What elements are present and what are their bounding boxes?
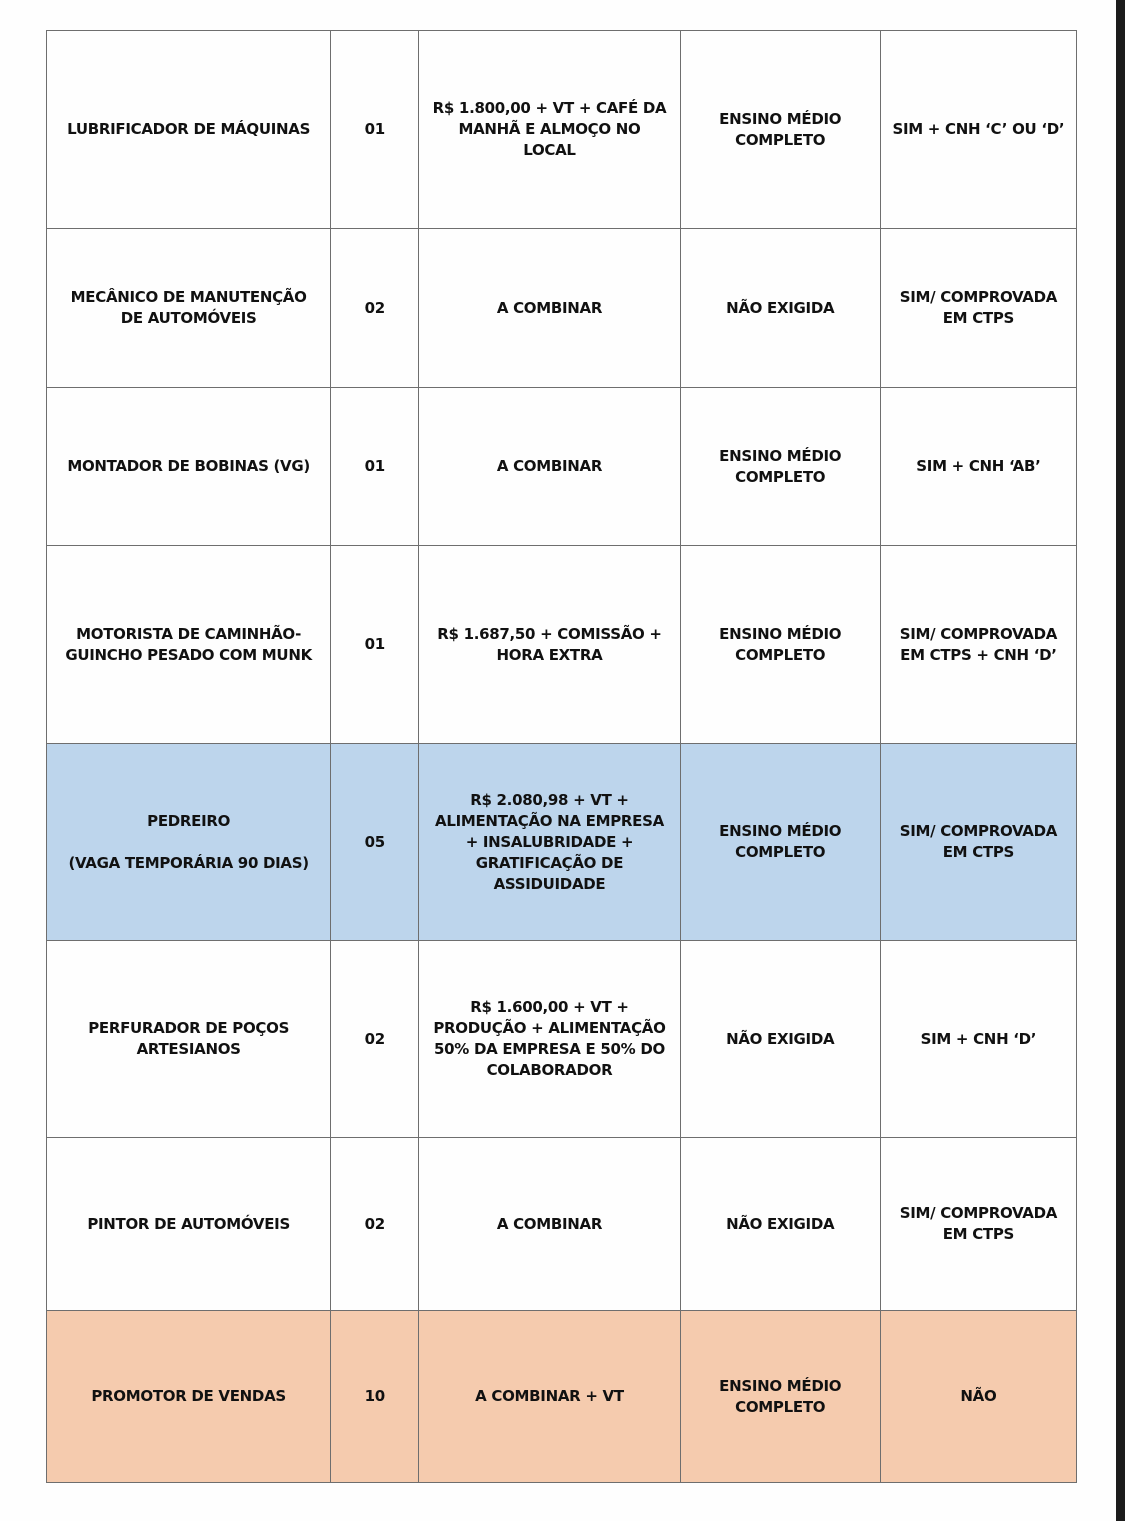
job-title-cell <box>47 229 331 388</box>
vacancies-cell <box>331 1138 419 1311</box>
cell-text-line: R$ 2.080,98 + VT + <box>470 790 629 809</box>
vacancies-cell <box>331 31 419 229</box>
vacancies-cell <box>331 744 419 941</box>
experience-cell <box>880 388 1076 546</box>
cell-text-line: 50% DA EMPRESA E 50% DO <box>434 1040 665 1058</box>
experience-cell <box>880 546 1076 744</box>
cell-text-line: DE AUTOMÓVEIS <box>120 309 257 327</box>
cell-text-line: ARTESIANOS <box>136 1040 241 1058</box>
education-cell <box>680 1138 880 1311</box>
table-row <box>47 1311 1077 1483</box>
cell-text-line: NÃO EXIGIDA <box>726 1214 835 1233</box>
cell-text-line: ENSINO MÉDIO <box>719 446 842 465</box>
cell-text-line: PINTOR DE AUTOMÓVEIS <box>87 1214 290 1233</box>
table-row <box>47 941 1077 1138</box>
viewer-dark-edge <box>1116 0 1125 1521</box>
salary-benefits-cell <box>419 229 680 388</box>
cell-text-line: SIM + CNH ‘D’ <box>920 1029 1037 1048</box>
cell-text-line: MONTADOR DE BOBINAS (VG) <box>67 457 310 475</box>
education-cell <box>680 388 880 546</box>
experience-cell <box>880 229 1076 388</box>
salary-benefits-cell <box>419 31 680 229</box>
cell-text-line: A COMBINAR + VT <box>475 1387 624 1405</box>
cell-text-line: COMPLETO <box>735 467 826 486</box>
cell-text-line: A COMBINAR <box>496 457 603 475</box>
cell-text-line: PERFURADOR DE POÇOS <box>88 1019 290 1037</box>
cell-text-line: A COMBINAR <box>496 298 603 317</box>
salary-benefits-cell <box>419 388 680 546</box>
line-gap <box>57 832 320 853</box>
cell-text-line: A COMBINAR <box>496 1214 603 1233</box>
salary-benefits-cell <box>419 1311 680 1483</box>
cell-text-line: NÃO <box>960 1387 997 1405</box>
cell-text-line: LUBRIFICADOR DE MÁQUINAS <box>67 120 311 138</box>
education-cell <box>680 229 880 388</box>
job-vacancies-table <box>46 30 1077 1483</box>
cell-text-line: R$ 1.687,50 + COMISSÃO + <box>437 624 662 643</box>
cell-text-line: R$ 1.800,00 + VT + CAFÉ DA <box>432 99 667 117</box>
job-title-cell <box>47 941 331 1138</box>
salary-benefits-cell <box>419 546 680 744</box>
cell-text-line: ASSIDUIDADE <box>493 874 606 893</box>
experience-cell <box>880 1138 1076 1311</box>
job-title-cell <box>47 1138 331 1311</box>
cell-text-line: COMPLETO <box>735 1397 826 1416</box>
cell-text-line: COLABORADOR <box>486 1061 613 1079</box>
cell-text-line: ENSINO MÉDIO <box>719 109 842 128</box>
cell-text-line: HORA EXTRA <box>496 645 603 664</box>
cell-text-line: ENSINO MÉDIO <box>719 624 842 643</box>
salary-benefits-cell <box>419 744 680 941</box>
cell-text-line: EM CTPS <box>942 1225 1015 1243</box>
cell-text-line: NÃO EXIGIDA <box>726 298 835 317</box>
cell-text-line: 05 <box>364 832 385 851</box>
education-cell <box>680 941 880 1138</box>
vacancies-cell <box>331 229 419 388</box>
cell-text-line: EM CTPS + CNH ‘D’ <box>900 645 1057 664</box>
cell-text-line: SIM/ COMPROVADA <box>899 1204 1058 1222</box>
vacancies-cell <box>331 546 419 744</box>
cell-text-line: PRODUÇÃO + ALIMENTAÇÃO <box>433 1019 666 1037</box>
cell-text-line: PEDREIRO <box>147 811 231 830</box>
cell-text-line: ALIMENTAÇÃO NA EMPRESA <box>435 811 664 830</box>
cell-text-line: 01 <box>364 120 385 138</box>
vacancies-cell <box>331 388 419 546</box>
cell-text-line: ENSINO MÉDIO <box>719 1376 842 1395</box>
experience-cell <box>880 744 1076 941</box>
table-row <box>47 229 1077 388</box>
cell-text-line: EM CTPS <box>942 309 1015 327</box>
table-row <box>47 388 1077 546</box>
cell-text-line: PROMOTOR DE VENDAS <box>91 1387 286 1405</box>
cell-text-line: SIM/ COMPROVADA <box>899 822 1058 840</box>
cell-text-line: (VAGA TEMPORÁRIA 90 DIAS) <box>68 853 309 872</box>
cell-text-line: SIM/ COMPROVADA <box>899 288 1058 306</box>
job-title-cell <box>47 546 331 744</box>
cell-text-line: SIM + CNH ‘C’ OU ‘D’ <box>892 120 1065 138</box>
cell-text-line: 02 <box>364 1214 385 1233</box>
cell-text-line: MOTORISTA DE CAMINHÃO- <box>76 624 302 643</box>
table-row <box>47 31 1077 229</box>
cell-text-line: NÃO EXIGIDA <box>726 1029 835 1048</box>
job-title-cell <box>47 744 331 941</box>
cell-text-line: COMPLETO <box>735 130 826 149</box>
vacancies-cell <box>331 1311 419 1483</box>
cell-text-line: LOCAL <box>523 141 576 159</box>
table-row <box>47 546 1077 744</box>
salary-benefits-cell <box>419 1138 680 1311</box>
vacancies-cell <box>331 941 419 1138</box>
cell-text-line: ENSINO MÉDIO <box>719 822 842 840</box>
education-cell <box>680 546 880 744</box>
cell-text-line: SIM + CNH ‘AB’ <box>916 457 1041 475</box>
table-row <box>47 1138 1077 1311</box>
cell-text-line: 01 <box>364 457 385 475</box>
cell-text-line: COMPLETO <box>735 645 826 664</box>
job-title-cell <box>47 388 331 546</box>
cell-text-line: COMPLETO <box>735 843 826 861</box>
experience-cell <box>880 1311 1076 1483</box>
cell-text-line: 02 <box>364 298 385 317</box>
cell-text-line: 01 <box>364 635 385 653</box>
cell-text-line: GRATIFICAÇÃO DE <box>475 853 624 872</box>
cell-text-line: + INSALUBRIDADE + <box>465 832 634 851</box>
cell-text-line: SIM/ COMPROVADA <box>899 624 1058 643</box>
cell-text-line: MANHÃ E ALMOÇO NO <box>458 120 641 138</box>
cell-text-line: 02 <box>364 1029 385 1048</box>
table-row <box>47 744 1077 941</box>
salary-benefits-cell <box>419 941 680 1138</box>
cell-text-line: MECÂNICO DE MANUTENÇÃO <box>70 288 307 306</box>
cell-text-line: EM CTPS <box>942 843 1015 861</box>
job-title-cell <box>47 1311 331 1483</box>
experience-cell <box>880 941 1076 1138</box>
cell-text-line: 10 <box>364 1387 385 1405</box>
cell-text-line: GUINCHO PESADO COM MUNK <box>65 645 312 664</box>
education-cell <box>680 31 880 229</box>
cell-text-line: R$ 1.600,00 + VT + <box>470 998 629 1016</box>
education-cell <box>680 744 880 941</box>
experience-cell <box>880 31 1076 229</box>
job-title-cell <box>47 31 331 229</box>
education-cell <box>680 1311 880 1483</box>
